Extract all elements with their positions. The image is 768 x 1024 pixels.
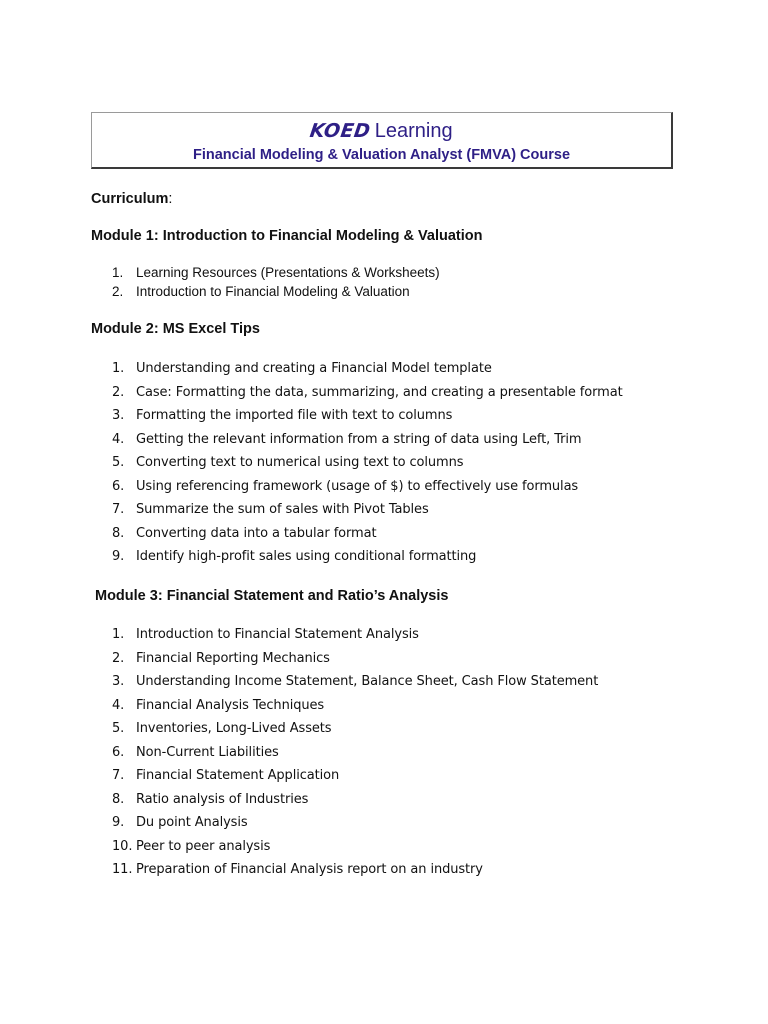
list-item-number: 2. <box>112 284 124 299</box>
curriculum-label-suffix: : <box>168 191 173 207</box>
list-item-number: 1. <box>112 361 125 376</box>
list-item-number: 8. <box>112 791 125 807</box>
brand-logo: KOED <box>308 120 373 142</box>
curriculum-label-text: Curriculum <box>91 191 169 207</box>
course-header-box <box>91 112 673 169</box>
list-item-text: Identify high-profit sales using conditional formatting <box>136 549 477 564</box>
list-item-text: Converting text to numerical using text to columns <box>136 455 464 470</box>
list-item-number: 3. <box>112 674 125 689</box>
list-item-text: Learning Resources (Presentations & Worksheets) <box>136 265 440 280</box>
module-3-heading: Module 3: Financial Statement and Ratio’s Analysis <box>95 588 449 604</box>
list-item-text: Inventories, Long-Lived Assets <box>136 721 332 736</box>
list-item-text: Peer to peer analysis <box>136 838 271 854</box>
list-item-text: Preparation of Financial Analysis report on an industry <box>136 862 483 877</box>
list-item-text: Du point Analysis <box>136 815 248 830</box>
list-item-text: Getting the relevant information from a string of data using Left, Trim <box>136 431 582 447</box>
list-item-number: 3. <box>112 408 125 423</box>
list-item-text: Understanding and creating a Financial Model template <box>136 361 492 376</box>
list-item-number: 2. <box>112 384 125 400</box>
list-item-number: 8. <box>112 525 125 541</box>
list-item-number: 2. <box>112 650 125 666</box>
module-2-heading: Module 2: MS Excel Tips <box>91 321 260 337</box>
brand-line <box>92 119 671 145</box>
list-item-number: 5. <box>112 721 125 736</box>
list-item-text: Summarize the sum of sales with Pivot Tables <box>136 502 429 517</box>
module-1-heading: Module 1: Introduction to Financial Modeling & Valuation <box>91 228 483 244</box>
list-item-text: Ratio analysis of Industries <box>136 791 309 807</box>
list-item-text: Case: Formatting the data, summarizing, and creating a presentable format <box>136 384 623 400</box>
list-item-number: 6. <box>112 478 125 494</box>
course-title: Financial Modeling & Valuation Analyst (FMVA) Course <box>192 147 571 163</box>
list-item-text: Financial Reporting Mechanics <box>136 650 330 666</box>
curriculum-label <box>91 190 172 208</box>
list-item-text: Using referencing framework (usage of $) to effectively use formulas <box>136 478 579 494</box>
list-item-number: 4. <box>112 431 125 447</box>
list-item-number: 6. <box>112 744 125 760</box>
list-item-number: 10. <box>112 838 133 854</box>
list-item-number: 5. <box>112 455 125 470</box>
list-item-text: Introduction to Financial Statement Analysis <box>136 627 419 642</box>
list-item-number: 9. <box>112 549 125 564</box>
list-item-number: 11. <box>112 862 133 877</box>
list-item-number: 9. <box>112 815 125 830</box>
list-item-text: Understanding Income Statement, Balance Sheet, Cash Flow Statement <box>136 674 599 689</box>
list-item-text: Introduction to Financial Modeling & Valuation <box>136 284 410 299</box>
list-item-text: Formatting the imported file with text to columns <box>136 408 453 423</box>
list-item-number: 4. <box>112 697 125 713</box>
list-item-number: 1. <box>112 265 124 280</box>
list-item-number: 7. <box>112 768 125 783</box>
list-item-text: Converting data into a tabular format <box>136 525 377 541</box>
brand-name: Learning <box>374 120 453 142</box>
list-item-number: 1. <box>112 627 125 642</box>
list-item-number: 7. <box>112 502 125 517</box>
list-item-text: Financial Analysis Techniques <box>136 697 325 713</box>
list-item-text: Non-Current Liabilities <box>136 744 279 760</box>
list-item-text: Financial Statement Application <box>136 768 340 783</box>
